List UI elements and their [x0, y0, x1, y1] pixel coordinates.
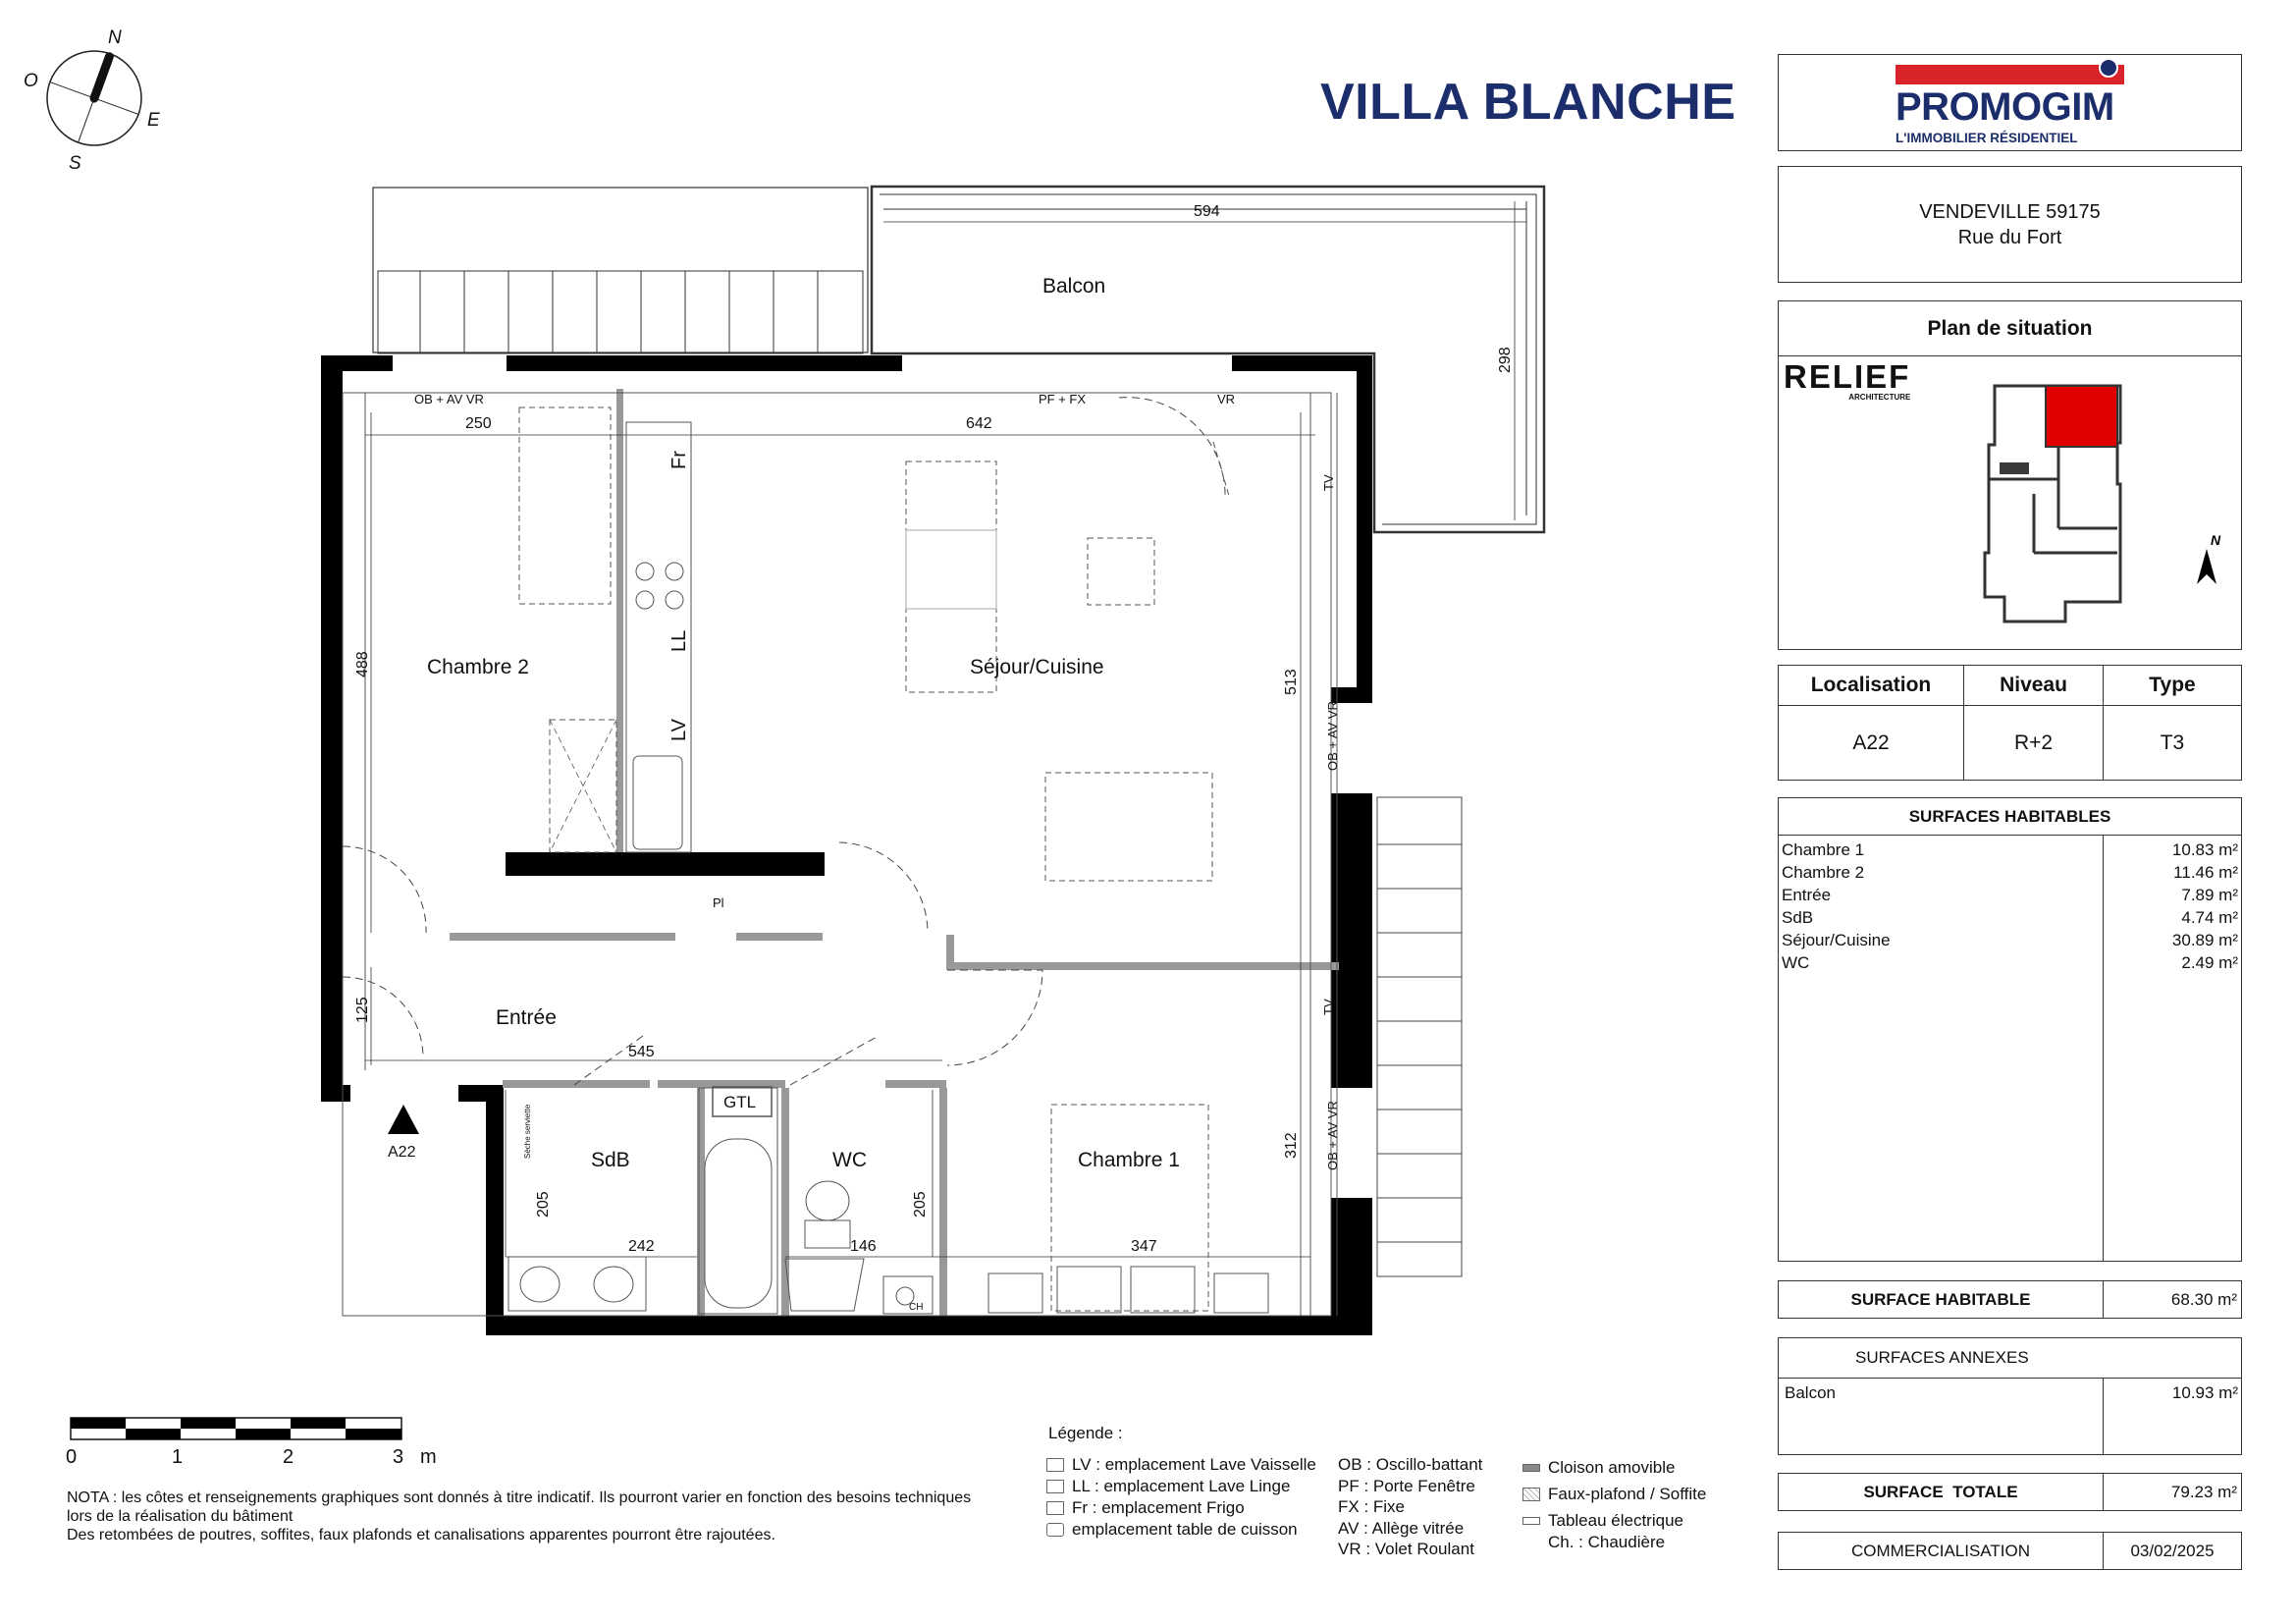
window-label-vr: VR [1217, 392, 1236, 406]
surface-row: WC 2.49 m² [1782, 953, 2238, 972]
relief-subtitle: ARCHITECTURE [1848, 393, 1911, 402]
legend-item-faux-plafond: Faux-plafond / Soffite [1522, 1484, 1706, 1505]
relief-wordmark: RELIEF [1784, 358, 1911, 395]
room-entree: Entrée [496, 1006, 557, 1029]
legend-title: Légende : [1048, 1424, 1123, 1442]
legend-item-ll: LL : emplacement Lave Linge [1046, 1476, 1316, 1497]
surface-totale-row [1778, 1473, 2242, 1511]
annexe-row: Balcon 10.93 m² [1785, 1383, 2238, 1402]
electric-panel-icon [1522, 1517, 1540, 1525]
dim-205-wc: 205 [912, 1191, 929, 1218]
dim-242: 242 [628, 1238, 655, 1255]
surface-habitable-value: 68.30 m² [2170, 1289, 2237, 1309]
commercialisation-row [1778, 1532, 2242, 1570]
compass [24, 27, 160, 174]
legend-item-pf: PF : Porte Fenêtre [1338, 1476, 1475, 1495]
surface-row: Séjour/Cuisine 30.89 m² [1782, 931, 2238, 949]
legend-col-2 [1338, 1454, 1482, 1560]
logo-dot-icon [2099, 58, 2118, 78]
nota-line-3: Des retombées de poutres, soffites, faux plafonds et canalisations apparentes pourront être rajoutées. [67, 1527, 775, 1543]
legend-symbol-icon [1046, 1458, 1064, 1472]
commercialisation-label: COMMERCIALISATION [1779, 1533, 2104, 1569]
dim-642: 642 [966, 415, 992, 432]
dim-298: 298 [1497, 347, 1514, 373]
label-tv-sejour: TV [1321, 474, 1336, 491]
situation-north-label: N [2211, 532, 2221, 548]
nota-line-2: lors de la réalisation du bâtiment [67, 1508, 294, 1525]
label-ll: LL [668, 629, 690, 652]
legend-item-fr: Fr : emplacement Frigo [1046, 1497, 1316, 1519]
lot-marker [388, 1105, 419, 1161]
dim-205-sdb: 205 [535, 1191, 552, 1218]
address-line-2: Rue du Fort [1957, 226, 2062, 248]
project-title: VILLA BLANCHE [1320, 74, 1736, 131]
scale-tick-3: 3 [393, 1446, 404, 1468]
scale-unit: m [420, 1446, 437, 1468]
legend-item-cooktop: emplacement table de cuisson [1046, 1519, 1316, 1541]
room-chambre-2: Chambre 2 [427, 656, 529, 678]
window-label-chambre-1: OB + AV VR [1325, 1101, 1340, 1170]
dim-250: 250 [465, 415, 492, 432]
window-label-sejour: PF + FX [1039, 392, 1087, 406]
legend-item-lv: LV : emplacement Lave Vaisselle [1046, 1454, 1316, 1476]
legend-col-1 [1046, 1454, 1316, 1541]
window-label-chambre-2: OB + AV VR [414, 392, 484, 406]
bathroom-fixtures [508, 1087, 933, 1314]
address-line-1: VENDEVILLE 59175 [1919, 200, 2101, 223]
label-tv-chambre-1: TV [1321, 999, 1336, 1015]
compass-north-label: N [108, 27, 122, 48]
promogim-logo [1896, 58, 2124, 148]
legend-item-chaudiere: Ch. : Chaudière [1548, 1533, 1666, 1551]
scale-tick-2: 2 [283, 1446, 294, 1468]
legend-item-fx: FX : Fixe [1338, 1497, 1406, 1516]
legend-item-vr: VR : Volet Roulant [1338, 1540, 1474, 1558]
room-balcon: Balcon [1042, 275, 1106, 298]
surface-totale-value: 79.23 m² [2170, 1482, 2237, 1501]
dim-146: 146 [850, 1238, 877, 1255]
compass-south-label: S [69, 153, 81, 174]
dim-312: 312 [1283, 1132, 1300, 1159]
surface-totale-label: SURFACE TOTALE [1779, 1474, 2104, 1510]
exterior-walls [321, 355, 1372, 1335]
compass-west-label: O [24, 71, 38, 91]
room-sejour-cuisine: Séjour/Cuisine [970, 656, 1104, 678]
logo-red-band [1896, 65, 2124, 84]
dim-594: 594 [1194, 203, 1220, 220]
logo-tagline: L'IMMOBILIER RÉSIDENTIEL [1896, 130, 2078, 145]
logo-box [1778, 54, 2242, 151]
label-lv: LV [668, 719, 690, 741]
legend-item-tableau: Tableau électrique [1522, 1510, 1706, 1532]
legend-symbol-icon [1046, 1501, 1064, 1515]
commercialisation-date: 03/02/2025 [2130, 1541, 2215, 1560]
label-gtl: GTL [723, 1093, 757, 1111]
annexes-table [1778, 1337, 2242, 1455]
info-table-values [1779, 706, 2241, 780]
room-labels [427, 275, 1180, 1171]
surface-row: Entrée 7.89 m² [1782, 886, 2238, 904]
dim-488: 488 [354, 651, 371, 677]
north-arrow-icon [2197, 549, 2216, 584]
value-localisation: A22 [1779, 706, 1964, 780]
logo-wordmark: PROMOGIM [1896, 84, 2114, 129]
situation-box [1778, 300, 2242, 650]
surface-row: Chambre 2 11.46 m² [1782, 863, 2238, 882]
dim-125: 125 [354, 997, 371, 1023]
surface-row: SdB 4.74 m² [1782, 908, 2238, 927]
scale-tick-0: 0 [66, 1446, 78, 1468]
header-type: Type [2149, 674, 2196, 696]
scale-tick-1: 1 [172, 1446, 184, 1468]
nota-line-1: NOTA : les côtes et renseignements graphiques sont donnés à titre indicatif. Ils pourront varier en fonction des besoins techniques [67, 1489, 972, 1506]
lot-marker-label: A22 [388, 1144, 416, 1161]
surfaces-title: SURFACES HABITABLES [1779, 798, 2241, 836]
info-table-header [1779, 666, 2241, 706]
address-box [1778, 166, 2242, 283]
scale-bar [66, 1418, 437, 1468]
room-wc: WC [832, 1149, 867, 1171]
legend-item-ob: OB : Oscillo-battant [1338, 1455, 1483, 1474]
nota-block [67, 1489, 1039, 1544]
info-table [1778, 665, 2242, 781]
dim-347: 347 [1131, 1238, 1157, 1255]
door-arcs [343, 398, 1225, 1085]
surface-row: Chambre 1 10.83 m² [1782, 840, 2238, 859]
header-localisation: Localisation [1779, 666, 1964, 705]
value-niveau: R+2 [1964, 706, 2104, 780]
side-railing [1377, 797, 1462, 1276]
value-type: T3 [2160, 731, 2185, 754]
label-pl: Pl [713, 895, 724, 910]
situation-title: Plan de situation [1779, 301, 2241, 356]
surface-habitable-label: SURFACE HABITABLE [1779, 1281, 2104, 1318]
compass-east-label: E [147, 110, 160, 131]
cooktop-icon [1046, 1523, 1064, 1537]
dim-513: 513 [1283, 669, 1300, 695]
annexes-title: SURFACES ANNEXES [1779, 1338, 2241, 1379]
room-sdb: SdB [591, 1149, 630, 1171]
label-ch: CH [909, 1302, 924, 1313]
legend-item-cloison: Cloison amovible [1522, 1457, 1706, 1479]
hatch-icon [1522, 1488, 1540, 1501]
situation-map [1779, 356, 2240, 649]
header-niveau: Niveau [1964, 666, 2104, 705]
window-label-sejour-side: OB + AV VR [1325, 701, 1340, 771]
label-fr: Fr [668, 451, 690, 469]
legend-item-av: AV : Allège vitrée [1338, 1518, 1465, 1538]
room-chambre-1: Chambre 1 [1078, 1149, 1180, 1171]
legend-col-3 [1522, 1457, 1706, 1553]
legend-symbol-icon [1046, 1480, 1064, 1493]
removable-partition-icon [1522, 1464, 1540, 1472]
surfaces-table [1778, 797, 2242, 1262]
dim-545: 545 [628, 1044, 655, 1060]
surface-habitable-row [1778, 1280, 2242, 1319]
label-seche-serviette: Sèche serviette [523, 1104, 532, 1159]
